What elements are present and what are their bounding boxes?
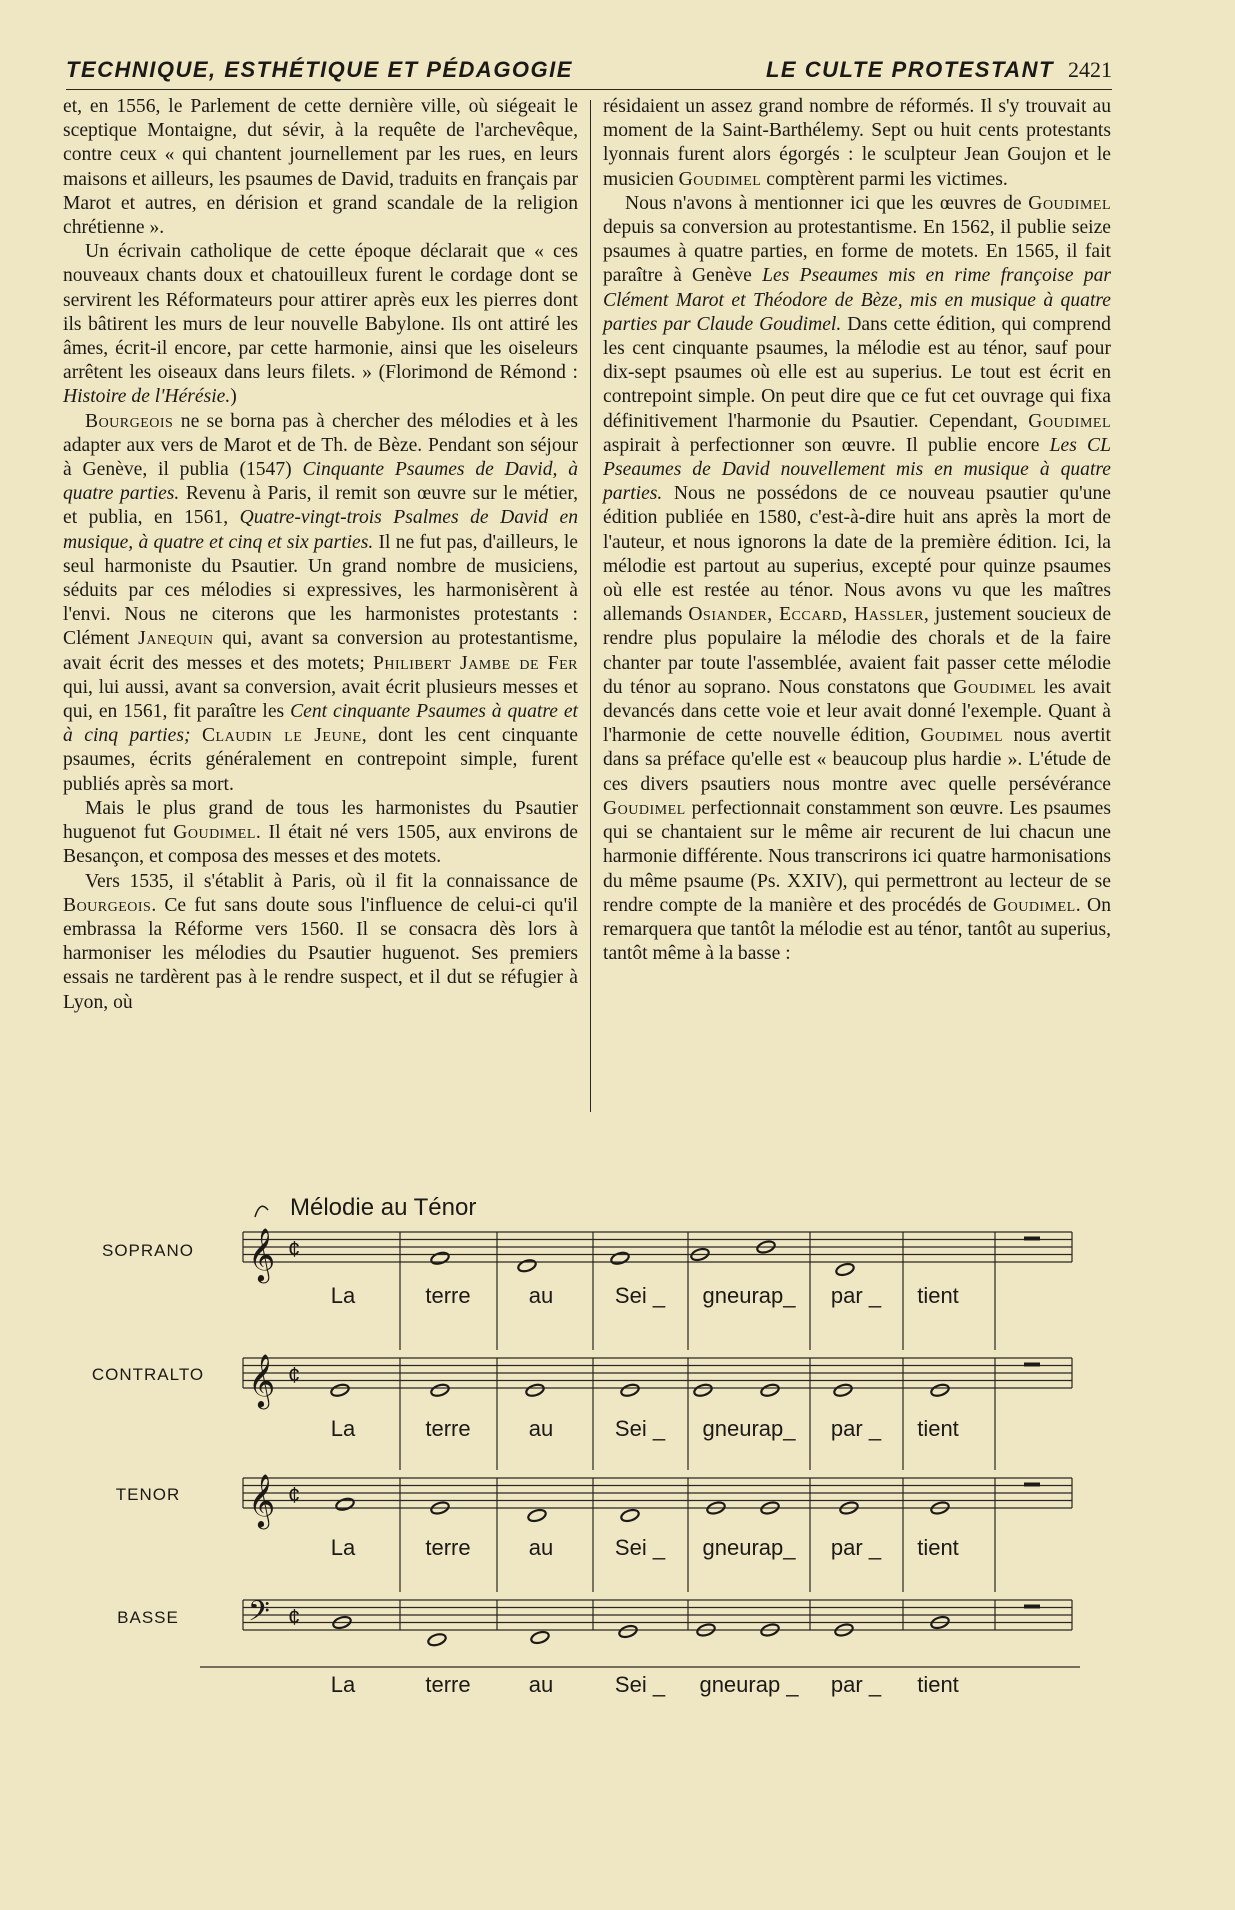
whole-note-icon (610, 1251, 630, 1266)
whole-note-icon (835, 1262, 855, 1277)
whole-note-icon (427, 1632, 447, 1647)
lyric-syllable: au (528, 1535, 554, 1560)
score-title: Mélodie au Ténor (290, 1194, 477, 1221)
voice-label: SOPRANO (101, 1241, 195, 1260)
text-run: Nous ne possédons de ce nouveau psautier qu'une édition publiée en 1580, c'est-à-dire huit ans après la mort de l'auteur, et nous ignorons la date de la première édition. Ici, la mélodie est partout au superius, excepté pour quinze psaumes où elle est restée au ténor. Nous avons vu que les maîtres allemands (603, 483, 1111, 626)
text-run: , dont les cent cinquante psaumes, écrits généralement en contrepoint simple, furent publiés après sa mort. (63, 725, 578, 795)
lyric-syllable: gneurap_ (702, 1535, 796, 1560)
lyric-syllable: gneurap _ (699, 1672, 799, 1697)
treble-clef-icon: 𝄞 (248, 1474, 276, 1526)
cut-time-icon: ¢ (288, 1236, 301, 1262)
bass-clef-icon: 𝄢 (248, 1596, 270, 1634)
whole-note-icon (430, 1251, 450, 1266)
person-name: Goudimel (173, 822, 256, 844)
whole-note-icon (833, 1383, 853, 1398)
voice-label: BASSE (117, 1608, 179, 1627)
lyric-syllable: terre (425, 1283, 471, 1308)
text-run: et, en 1556, le Parlement de cette dernière ville, où siégeait le sceptique Montaigne, dut sévir, à la requête de l'archevêque, contre ceux « qui chantent journellement par les rues, en leurs maisons et ailleurs, les psaumes de David, traduits en français par Marot et autres, en dérision et grand scandale de la religion chrétienne ». (63, 96, 578, 239)
lyric-syllable: Sei _ (614, 1672, 666, 1697)
paragraph (63, 410, 578, 797)
italic-title: Les Pseaumes mis en rime françoise par Clément Marot et Théodore de Bèze, mis en musique à quatre parties par Claude Goudimel. (603, 265, 1111, 335)
lyric-syllable: terre (425, 1535, 471, 1560)
text-run: nous avertit dans sa préface qu'elle est « beaucoup plus hardie ». L'étude de ces divers psautiers nous montre avec quelle persévérance (603, 725, 1111, 795)
score-svg (0, 1180, 1235, 1740)
lyric-syllable: terre (425, 1416, 471, 1441)
rest-icon (1024, 1483, 1040, 1487)
person-name: Goudimel (920, 725, 1004, 747)
text-run: Un écrivain catholique de cette époque déclarait que « ces nouveaux chants doux et chatouilleux furent le cordage dont se servirent les Réformateurs pour attirer après eux les pierres dont ils bâtirent les murs de leur nouvelle Babylone. Ils ont attiré les âmes, écrit-il encore, par cette harmonie, ainsi que les oiseleurs arrêtent les oiseaux dans leurs filets. » (Florimond de Rémond : (63, 241, 578, 384)
person-name: Claudin le Jeune (201, 725, 362, 747)
person-name: Bourgeois (63, 894, 152, 916)
lyric-syllable: La (330, 1672, 356, 1697)
column-divider (590, 100, 591, 1112)
whole-note-icon (693, 1383, 713, 1398)
whole-note-icon (530, 1630, 550, 1645)
person-name: Goudimel (1028, 410, 1111, 432)
header-section-title: LE CULTE PROTESTANT (765, 57, 1054, 82)
whole-note-icon (330, 1383, 350, 1398)
lyric-syllable: par _ (830, 1283, 882, 1308)
left-text-column (63, 95, 578, 1015)
lyric-syllable: tient (917, 1672, 959, 1697)
text-run: Mais le plus grand de tous les harmonistes du Psautier huguenot fut (63, 797, 578, 844)
text-run: Nous n'avons à mentionner ici que les œuvres de (625, 192, 1029, 214)
text-run: Vers 1535, il s'établit à Paris, où il fit la connaissance de (85, 870, 578, 892)
text-run: résidaient un assez grand nombre de réformés. Il s'y trouvait au moment de la Saint-Barthélemy. Sept ou huit cents protestants lyonnais furent alors égorgés : le sculpteur Jean Goujon et le musicien (603, 96, 1111, 190)
paragraph (603, 95, 1111, 192)
text-run: qui, avant sa conversion au protestantisme, avait écrit des messes et des motets; (63, 628, 578, 674)
italic-title: Quatre-vingt-trois Psalmes de David en musique, à quatre et cinq et six parties. (63, 507, 578, 553)
lyric-syllable: par _ (830, 1672, 882, 1697)
lyric-syllable: gneurap_ (702, 1283, 796, 1308)
text-run: les avait devancés dans cette voie et leur avait donné l'exemple. Quant à l'harmonie de cette nouvelle édition, (603, 676, 1112, 747)
lyric-syllable: La (330, 1283, 356, 1308)
text-run: comptèrent parmi les victimes. (761, 168, 1008, 190)
lyric-syllable: Sei _ (614, 1283, 666, 1308)
lyric-syllable: par _ (830, 1535, 882, 1560)
paragraph (63, 797, 578, 870)
lyric-syllable: tient (917, 1283, 959, 1308)
person-name: Bourgeois (85, 410, 174, 432)
paragraph (63, 240, 578, 409)
whole-note-icon (618, 1624, 638, 1639)
lyric-syllable: gneurap_ (702, 1416, 796, 1441)
cut-time-icon: ¢ (288, 1482, 301, 1508)
paragraph (63, 95, 578, 240)
text-run: perfectionnait constamment son œuvre. Les psaumes qui se chantaient sur le même air recurent de lui chacun une harmonie différente. Nous transcrirons ici quatre harmonisations du même psaume (Ps. XXIV), qui permettront au lecteur de se rendre compte de la manière et des procédés de (603, 797, 1111, 916)
italic-title: Les CL Pseaumes de David nouvellement mis en musique à quatre parties. (603, 434, 1111, 505)
voice-label: TENOR (115, 1485, 181, 1504)
person-name: Goudimel (992, 894, 1076, 916)
text-run: ne se borna pas à chercher des mélodies et à les adapter aux vers de Marot et de Th. de Bèze. Pendant son séjour à Genève, il publia (1547) (63, 410, 578, 481)
whole-note-icon (760, 1383, 780, 1398)
text-run: Dans cette édition, qui comprend les cent cinquante psaumes, la mélodie est au ténor, sauf pour dix-sept psaumes où elle est au superius. Le tout est écrit en contrepoint simple. On peut dire que ce fut cet ouvrage qui fixa définitivement l'harmonie du Psautier. Cependant, (603, 313, 1111, 432)
cut-time-icon: ¢ (288, 1604, 301, 1630)
right-text-column (603, 95, 1111, 966)
person-name: Philibert Jambe de Fer (373, 652, 579, 674)
page-number: 2421 (1068, 57, 1112, 82)
lyric-syllable: La (330, 1416, 356, 1441)
italic-title: Cinquante Psaumes de David, à quatre parties. (63, 459, 578, 505)
text-run: aspirait à perfectionner son œuvre. Il publie encore (603, 434, 1050, 456)
lyric-syllable: Sei _ (614, 1416, 666, 1441)
lyric-syllable: La (330, 1535, 356, 1560)
lyric-syllable: au (528, 1672, 554, 1697)
lyric-syllable: tient (917, 1416, 959, 1441)
person-name: Goudimel (678, 168, 762, 190)
text-run: Il ne fut pas, d'ailleurs, le seul harmoniste du Psautier. Un grand nombre de musiciens, séduits par ces mélodies si expressives, les harmonisèrent à l'envi. Nous ne citerons que les harmonistes protestants : Clément (63, 531, 578, 650)
lyric-syllable: par _ (830, 1416, 882, 1441)
whole-note-icon (335, 1497, 355, 1512)
text-run: . On remarquera que tantôt la mélodie est au ténor, tantôt au superius, tantôt même à la basse : (603, 894, 1111, 965)
person-name: Janequin (138, 628, 214, 650)
cut-time-icon: ¢ (288, 1362, 301, 1388)
header-left-title: TECHNIQUE, ESTHÉTIQUE ET PÉDAGOGIE (66, 57, 573, 82)
whole-note-icon (517, 1258, 537, 1273)
italic-title: Cent cinquante Psaumes à quatre et à cinq parties; (63, 701, 578, 747)
lyric-syllable: tient (917, 1535, 959, 1560)
text-run: depuis sa conversion au protestantisme. En 1562, il publie seize psaumes à quatre parties, en forme de motets. En 1565, il fait paraître à Genève (603, 217, 1111, 287)
lyric-syllable: au (528, 1283, 554, 1308)
rest-icon (1024, 1605, 1040, 1609)
treble-clef-icon: 𝄞 (248, 1354, 276, 1406)
lyric-syllable: terre (425, 1672, 471, 1697)
text-run: . Ce fut sans doute sous l'influence de celui-ci qu'il embrassa la Réforme vers 1560. Il se consacra dès lors à harmoniser les mélodies du Psautier huguenot. Ses premiers essais ne tardèrent pas à le rendre suspect, et il dut se réfugier à Lyon, où (63, 894, 578, 1013)
text-run: . Il était né vers 1505, aux environs de Besançon, et composa des messes et des motets. (63, 822, 579, 868)
running-header (66, 55, 1112, 90)
person-name: Goudimel (953, 676, 1037, 698)
rest-icon (1024, 1237, 1040, 1241)
lyric-syllable: au (528, 1416, 554, 1441)
music-score (0, 1180, 1235, 1740)
text-run: , justement soucieux de rendre plus populaire la mélodie des chorals et de la faire chanter par toute l'assemblée, avaient fait passer cette mélodie du ténor au soprano. Nous constatons que (603, 604, 1112, 698)
paragraph (603, 192, 1111, 967)
italic-title: Histoire de l'Hérésie. (63, 386, 231, 408)
person-name: Goudimel (603, 797, 686, 819)
text-run: ) (230, 386, 237, 408)
text-run: qui, lui aussi, avant sa conversion, avait écrit plusieurs messes et qui, en 1561, fit paraître les (63, 676, 578, 723)
whole-note-icon (620, 1508, 640, 1523)
voice-label: CONTRALTO (91, 1365, 205, 1384)
whole-note-icon (430, 1383, 450, 1398)
text-run (190, 725, 202, 746)
whole-note-icon (930, 1383, 950, 1398)
rest-icon (1024, 1363, 1040, 1367)
text-run: Revenu à Paris, il remit son œuvre sur le métier, et publia, en 1561, (63, 483, 578, 529)
paragraph (63, 870, 578, 1015)
person-name: Osiander, Eccard, Hassler (688, 604, 924, 626)
whole-note-icon (620, 1383, 640, 1398)
header-right-title (766, 57, 1112, 83)
whole-note-icon (525, 1383, 545, 1398)
lyric-syllable: Sei _ (614, 1535, 666, 1560)
whole-note-icon (527, 1508, 547, 1523)
tie-mark-icon (255, 1206, 268, 1217)
person-name: Goudimel (1028, 192, 1111, 214)
treble-clef-icon: 𝄞 (248, 1228, 276, 1280)
